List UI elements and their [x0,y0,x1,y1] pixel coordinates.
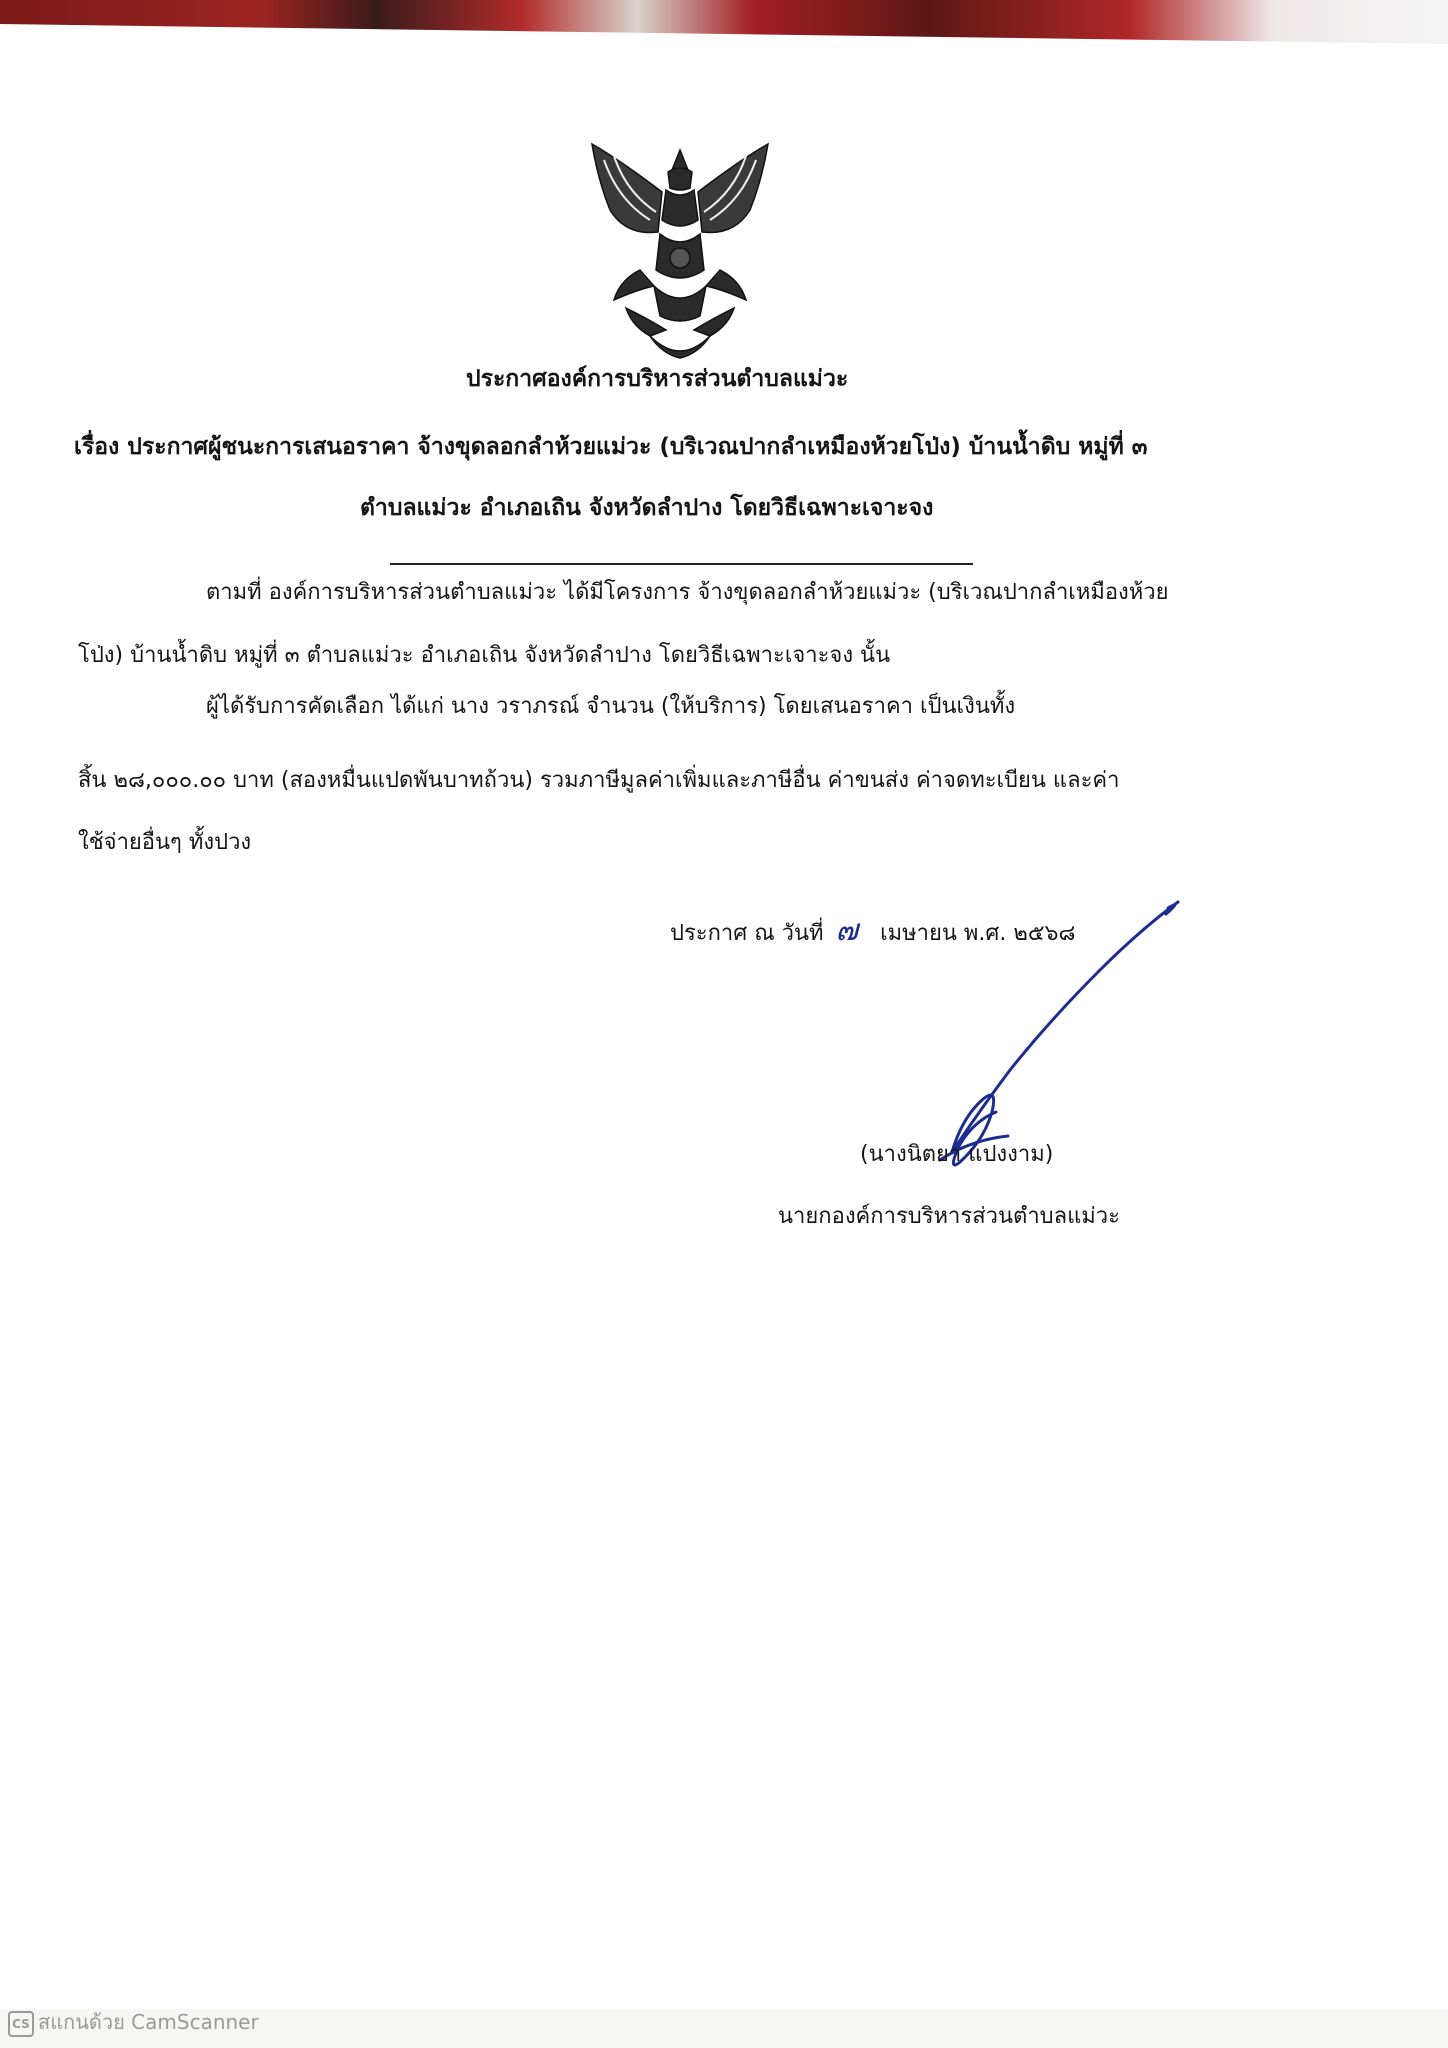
camscanner-logo-icon: CS [8,2011,34,2037]
body-paragraph-1-line-2: โป่ง) บ้านน้ำดิบ หมู่ที่ ๓ ตำบลแม่วะ อำเภอเถิน จังหวัดลำปาง โดยวิธีเฉพาะเจาะจง นั้น [78,643,891,668]
title-divider [390,563,973,565]
body-paragraph-2-line-2: สิ้น ๒๘,๐๐๐.๐๐ บาท (สองหมื่นแปดพันบาทถ้วน) รวมภาษีมูลค่าเพิ่มและภาษีอื่น ค่าขนส่ง ค่าจดทะเบียน และค่า [78,768,1120,793]
subject-line-1: เรื่อง ประกาศผู้ชนะการเสนอราคา จ้างขุดลอกลำห้วยแม่วะ (บริเวณปากลำเหมืองห้วยโป่ง) บ้านน้ำดิบ หมู่ที่ ๓ [74,434,1148,460]
subject-line-2: ตำบลแม่วะ อำเภอเถิน จังหวัดลำปาง โดยวิธีเฉพาะเจาะจง [360,495,934,521]
document-title: ประกาศองค์การบริหารส่วนตำบลแม่วะ [466,366,849,392]
date-prefix: ประกาศ ณ วันที่ [670,921,824,946]
signer-position: นายกองค์การบริหารส่วนตำบลแม่วะ [778,1204,1120,1229]
camscanner-watermark [8,2006,259,2038]
handwritten-signature [900,890,1220,1180]
camscanner-text: สแกนด้วย CamScanner [38,2010,259,2034]
garuda-emblem-icon [580,140,780,365]
body-paragraph-1-line-1: ตามที่ องค์การบริหารส่วนตำบลแม่วะ ได้มีโครงการ จ้างขุดลอกลำห้วยแม่วะ (บริเวณปากลำเหมืองห้วย [206,580,1169,605]
body-paragraph-2-line-3: ใช้จ่ายอื่นๆ ทั้งปวง [78,830,252,855]
body-paragraph-2-line-1: ผู้ได้รับการคัดเลือก ได้แก่ นาง วราภรณ์ จำนวน (ให้บริการ) โดยเสนอราคา เป็นเงินทั้ง [206,694,1016,719]
date-month-year: เมษายน พ.ศ. ๒๕๖๘ [880,921,1076,946]
signer-name: (นางนิตยา แปงงาม) [860,1142,1054,1167]
date-day-handwritten: ๗ [835,913,859,948]
